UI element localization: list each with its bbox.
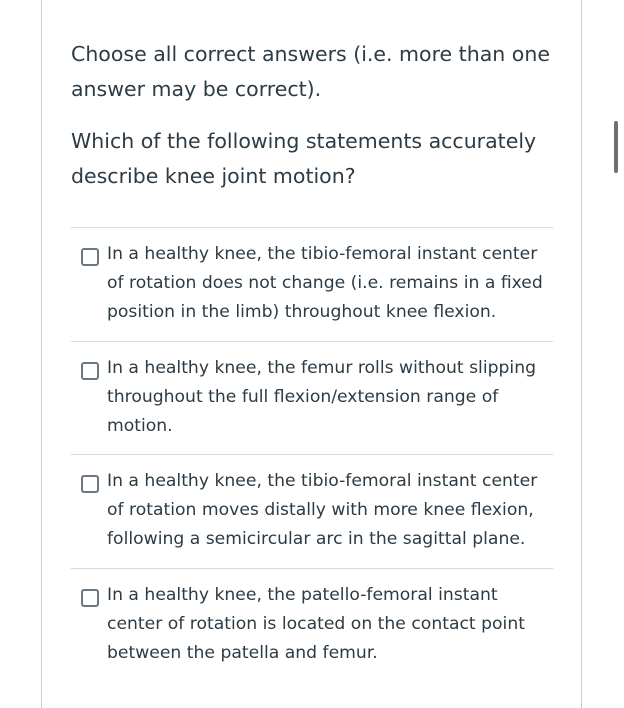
answer-option-1[interactable] xyxy=(71,228,553,342)
checkbox-icon[interactable] xyxy=(81,362,99,380)
answer-label: In a healthy knee, the patello-femoral instant center of rotation is located on the contact point between the patella and femur. xyxy=(107,584,525,663)
question-card xyxy=(41,0,582,708)
checkbox-icon[interactable] xyxy=(81,475,99,493)
checkbox-icon[interactable] xyxy=(81,248,99,266)
answer-option-4[interactable] xyxy=(71,569,553,683)
answer-option-3[interactable] xyxy=(71,455,553,569)
answer-label: In a healthy knee, the tibio-femoral instant center of rotation does not change (i.e. remains in a fixed position in the limb) throughout knee flexion. xyxy=(107,244,543,322)
answer-list xyxy=(71,227,553,682)
question-instructions: Choose all correct answers (i.e. more than one answer may be correct). xyxy=(71,42,550,101)
answer-label: In a healthy knee, the tibio-femoral instant center of rotation moves distally with more knee flexion, following a semicircular arc in the sagittal plane. xyxy=(107,471,538,549)
question-text: Which of the following statements accurately describe knee joint motion? xyxy=(71,129,537,188)
answer-option-2[interactable] xyxy=(71,342,553,456)
scrollbar-handle[interactable] xyxy=(614,121,618,173)
answer-label: In a healthy knee, the femur rolls without slipping throughout the full flexion/extension range of motion. xyxy=(107,357,536,436)
checkbox-icon[interactable] xyxy=(81,589,99,607)
